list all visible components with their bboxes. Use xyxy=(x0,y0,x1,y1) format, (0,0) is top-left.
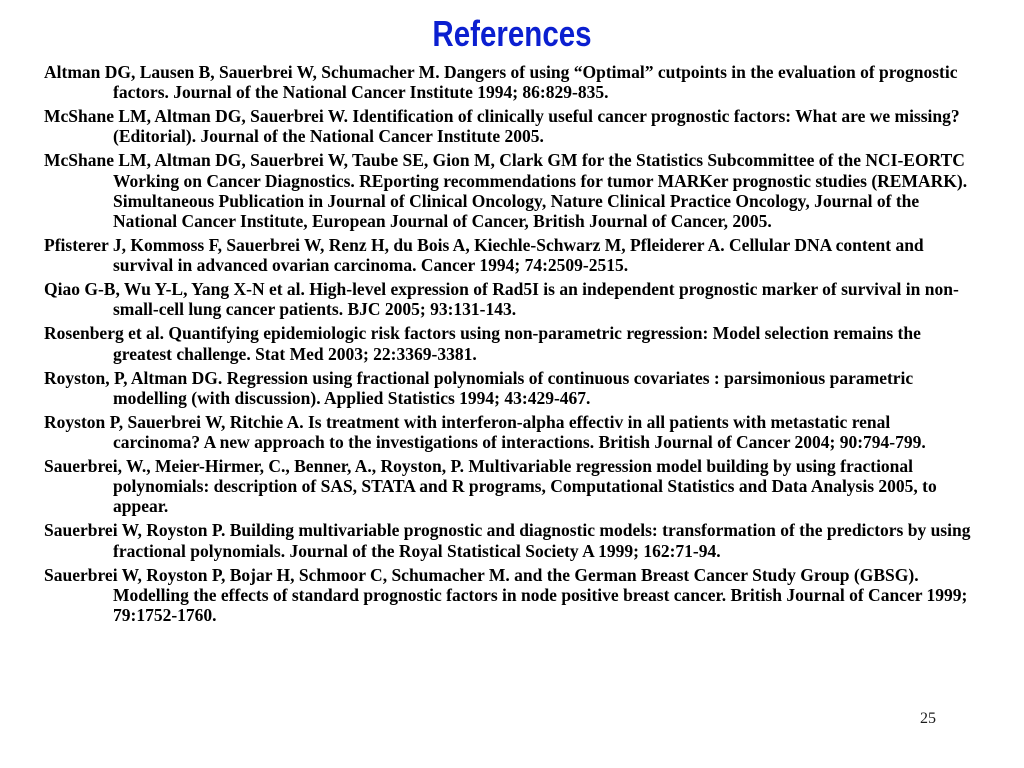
reference-item: Sauerbrei W, Royston P, Bojar H, Schmoor C, Schumacher M. and the German Breast Cancer Study Group (GBSG). Modelling the effects of standard prognostic factors in node positive breast cancer. British Journal of Cancer 1999; 79:1752-1760. xyxy=(44,564,968,626)
reference-item: Royston, P, Altman DG. Regression using fractional polynomials of continuous covariates : parsimonious parametric modelling (with discussion). Applied Statistics 1994; 43:429-467. xyxy=(44,367,914,408)
reference-item: Altman DG, Lausen B, Sauerbrei W, Schumacher M. Dangers of using “Optimal” cutpoints in the evaluation of prognostic factors. Journal of the National Cancer Institute 1994; 86:829-835. xyxy=(44,62,958,103)
reference-item: McShane LM, Altman DG, Sauerbrei W, Taube SE, Gion M, Clark GM for the Statistics Subcommittee of the NCI-EORTC Working on Cancer Diagnostics. REporting recommendations for tumor MARKer prognostic studies (REMARK). Simultaneous Publication in Journal of Clinical Oncology, Nature Clinical Practice Oncology, Journal of the National Cancer Institute, European Journal of Cancer, British Journal of Cancer, 2005. xyxy=(44,150,968,232)
slide-title: References xyxy=(432,13,592,54)
reference-item: McShane LM, Altman DG, Sauerbrei W. Identification of clinically useful cancer prognostic factors: What are we missing? (Editorial). Journal of the National Cancer Institute 2005. xyxy=(44,106,960,147)
reference-list xyxy=(44,62,974,629)
reference-item: Qiao G-B, Wu Y-L, Yang X-N et al. High-level expression of Rad5I is an independent prognostic marker of survival in non-small-cell lung cancer patients. BJC 2005; 93:131-143. xyxy=(44,279,959,320)
reference-item: Pfisterer J, Kommoss F, Sauerbrei W, Renz H, du Bois A, Kiechle-Schwarz M, Pfleiderer A. Cellular DNA content and survival in advanced ovarian carcinoma. Cancer 1994; 74:2509-2515. xyxy=(44,235,924,276)
reference-item: Rosenberg et al. Quantifying epidemiologic risk factors using non-parametric regression: Model selection remains the greatest challenge. Stat Med 2003; 22:3369-3381. xyxy=(44,323,921,364)
page-number: 25 xyxy=(920,710,936,727)
reference-item: Sauerbrei W, Royston P. Building multivariable prognostic and diagnostic models: transformation of the predictors by using fractional polynomials. Journal of the Royal Statistical Society A 1999; 162:71-94. xyxy=(44,520,971,561)
reference-item: Sauerbrei, W., Meier-Hirmer, C., Benner, A., Royston, P. Multivariable regression model building by using fractional polynomials: description of SAS, STATA and R programs, Computational Statistics and Data Analysis 2005, to appear. xyxy=(44,456,937,517)
reference-item: Royston P, Sauerbrei W, Ritchie A. Is treatment with interferon-alpha effectiv in all patients with metastatic renal carcinoma? A new approach to the investigations of interactions. British Journal of Cancer 2004; 90:794-799. xyxy=(44,411,926,453)
